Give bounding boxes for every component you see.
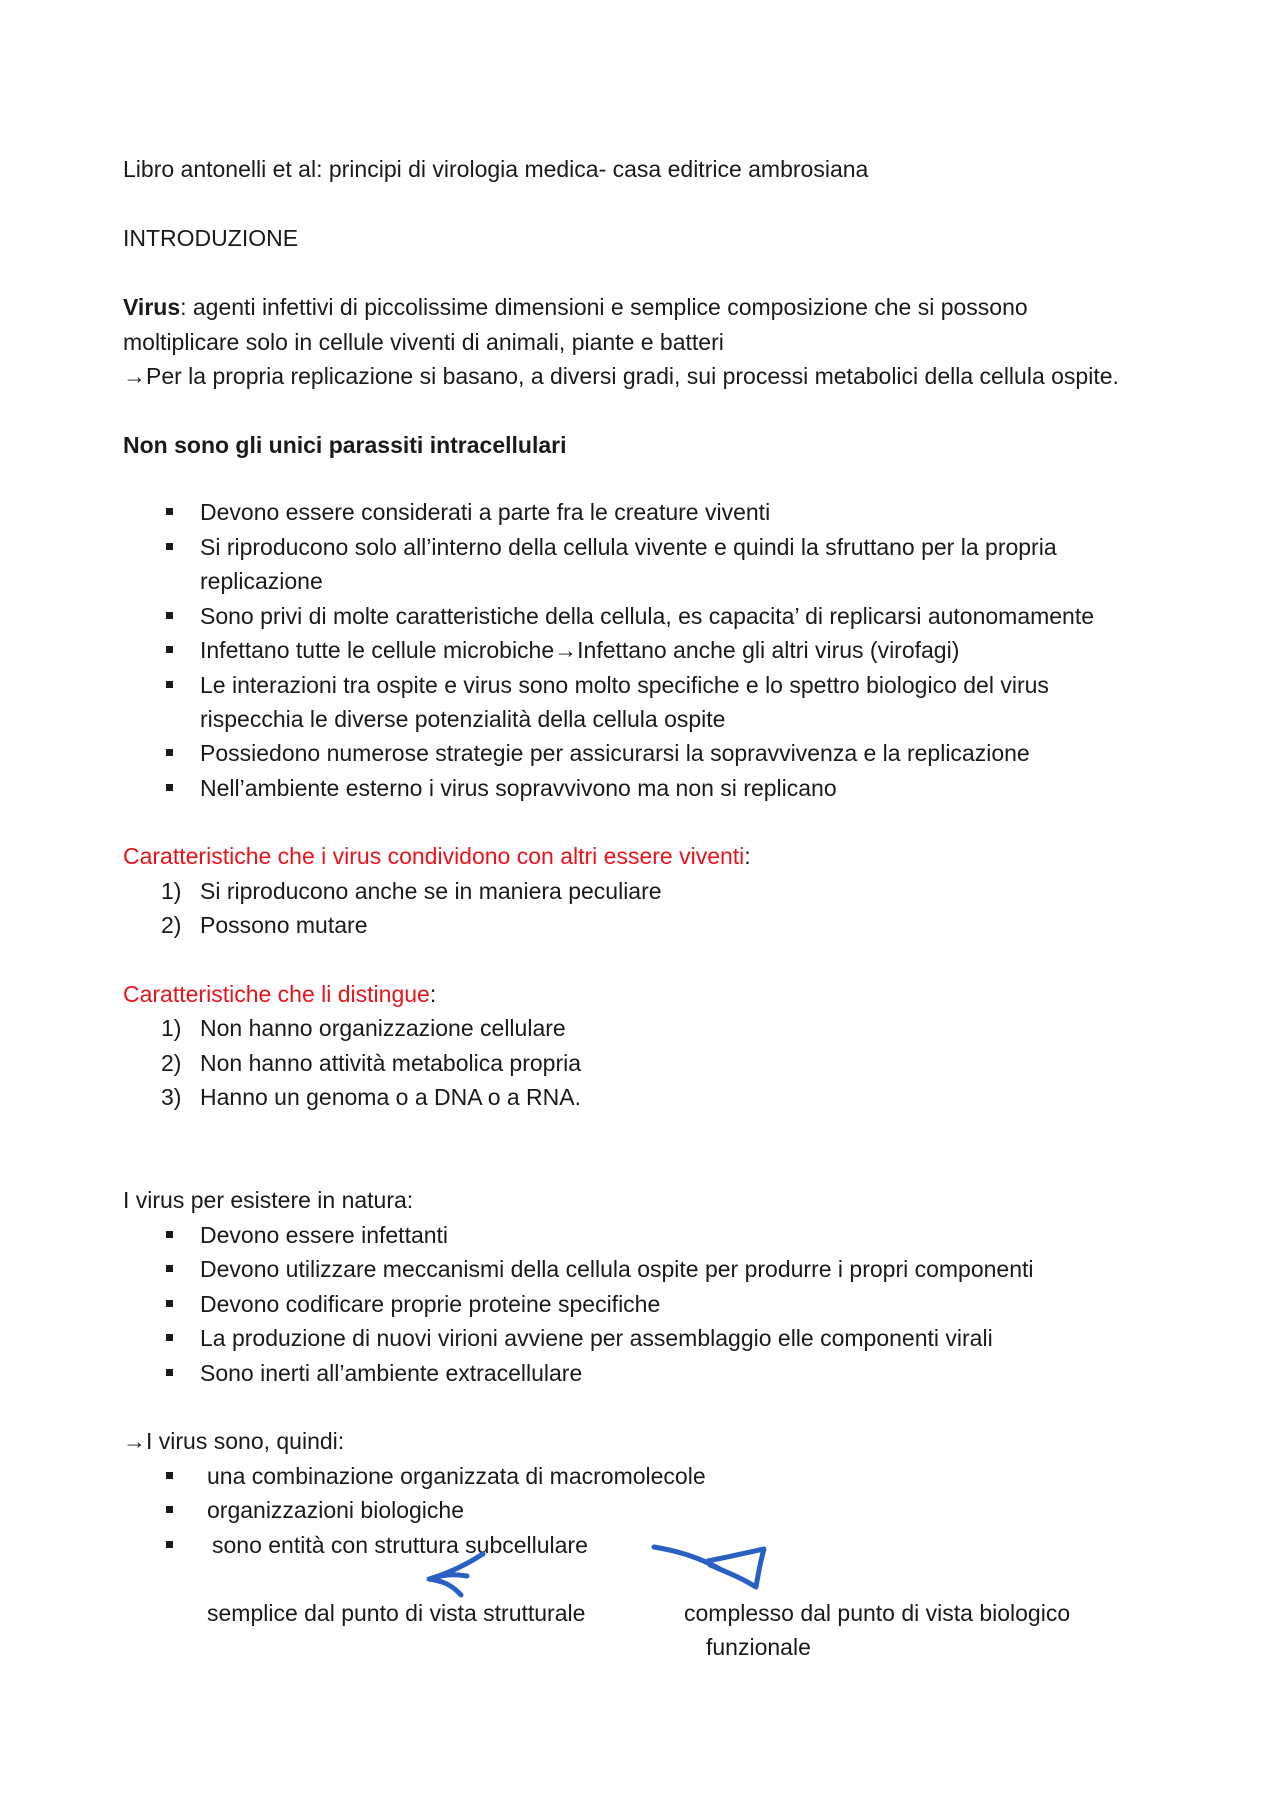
bullet-marker <box>166 612 173 619</box>
bullet-marker <box>166 1334 173 1341</box>
biological-note-line-2: funzionale <box>706 1634 811 1660</box>
list-item: organizzazioni biologiche <box>207 1497 464 1523</box>
section-title: INTRODUZIONE <box>123 225 299 251</box>
list-item: Nell’ambiente esterno i virus sopravvivono ma non si replicano <box>200 775 837 801</box>
list-item: Infettano tutte le cellule microbiche→Infettano anche gli altri virus (virofagi) <box>200 637 960 663</box>
bullet-marker <box>166 646 173 653</box>
list-item: Devono utilizzare meccanismi della cellula ospite per produrre i propri componenti <box>200 1256 1034 1282</box>
bullet-marker <box>166 1369 173 1376</box>
handwritten-arrow-left-icon <box>415 1550 495 1600</box>
bullet-marker <box>166 784 173 791</box>
bullet-marker <box>166 1541 173 1548</box>
header-line: Libro antonelli et al: principi di virologia medica- casa editrice ambrosiana <box>123 156 869 182</box>
list-item: Devono codificare proprie proteine specifiche <box>200 1291 661 1317</box>
list-item: Sono privi di molte caratteristiche della cellula, es capacita’ di replicarsi autonomamente <box>200 603 1095 629</box>
list-item: Possiedono numerose strategie per assicurarsi la sopravvivenza e la replicazione <box>200 740 1030 766</box>
list-item: Devono essere considerati a parte fra le creature viventi <box>200 499 771 525</box>
list-item-continuation: rispecchia le diverse potenzialità della cellula ospite <box>200 706 726 732</box>
bullet-marker <box>166 508 173 515</box>
list-item: sono entità con struttura subcellulare <box>212 1532 588 1558</box>
bullet-marker <box>166 1300 173 1307</box>
definition-line-2: moltiplicare solo in cellule viventi di animali, piante e batteri <box>123 329 724 355</box>
distinct-heading: Caratteristiche che li distingue <box>123 981 430 1007</box>
list-item: Devono essere infettanti <box>200 1222 449 1248</box>
list-number: 1) <box>161 1015 182 1041</box>
list-item: Si riproducono solo all’interno della cellula vivente e quindi la sfruttano per la propria <box>200 534 1057 560</box>
bullet-marker <box>166 1231 173 1238</box>
shared-heading-line <box>123 841 751 871</box>
definition-line-1 <box>123 292 1028 322</box>
distinct-heading-line <box>123 979 436 1009</box>
parasites-heading: Non sono gli unici parassiti intracellulari <box>123 432 567 458</box>
definition-text: : agenti infettivi di piccolissime dimensioni e semplice composizione che si possono <box>180 294 1028 320</box>
list-item: Le interazioni tra ospite e virus sono molto specifiche e lo spettro biologico del virus <box>200 672 1049 698</box>
conclusion-heading: →I virus sono, quindi: <box>123 1428 345 1454</box>
bullet-marker <box>166 543 173 550</box>
list-item: Non hanno attività metabolica propria <box>200 1050 582 1076</box>
shared-heading: Caratteristiche che i virus condividono con altri essere viventi <box>123 843 745 869</box>
list-item: La produzione di nuovi virioni avviene per assemblaggio elle componenti virali <box>200 1325 993 1351</box>
list-item: Si riproducono anche se in maniera peculiare <box>200 878 662 904</box>
list-item: Non hanno organizzazione cellulare <box>200 1015 566 1041</box>
bullet-marker <box>166 1472 173 1479</box>
definition-term: Virus <box>123 294 181 320</box>
list-item: Possono mutare <box>200 912 368 938</box>
list-item: una combinazione organizzata di macromolecole <box>207 1463 706 1489</box>
existence-heading: I virus per esistere in natura: <box>123 1187 414 1213</box>
bullet-marker <box>166 681 173 688</box>
list-item-continuation: replicazione <box>200 568 323 594</box>
distinct-heading-colon: : <box>429 981 437 1007</box>
structural-note: semplice dal punto di vista strutturale <box>207 1600 586 1626</box>
bullet-marker <box>166 1506 173 1513</box>
list-number: 2) <box>161 1050 182 1076</box>
list-item: Sono inerti all’ambiente extracellulare <box>200 1360 583 1386</box>
handwritten-arrow-right-icon <box>648 1535 778 1595</box>
list-number: 3) <box>161 1084 182 1110</box>
bullet-marker <box>166 749 173 756</box>
list-item: Hanno un genoma o a DNA o a RNA. <box>200 1084 582 1110</box>
shared-heading-colon: : <box>744 843 751 869</box>
bullet-marker <box>166 1265 173 1272</box>
definition-arrow-line: →Per la propria replicazione si basano, a diversi gradi, sui processi metabolici della cellula ospite. <box>123 363 1119 389</box>
biological-note-line-1: complesso dal punto di vista biologico <box>684 1600 1071 1626</box>
list-number: 2) <box>161 912 182 938</box>
list-number: 1) <box>161 878 182 904</box>
